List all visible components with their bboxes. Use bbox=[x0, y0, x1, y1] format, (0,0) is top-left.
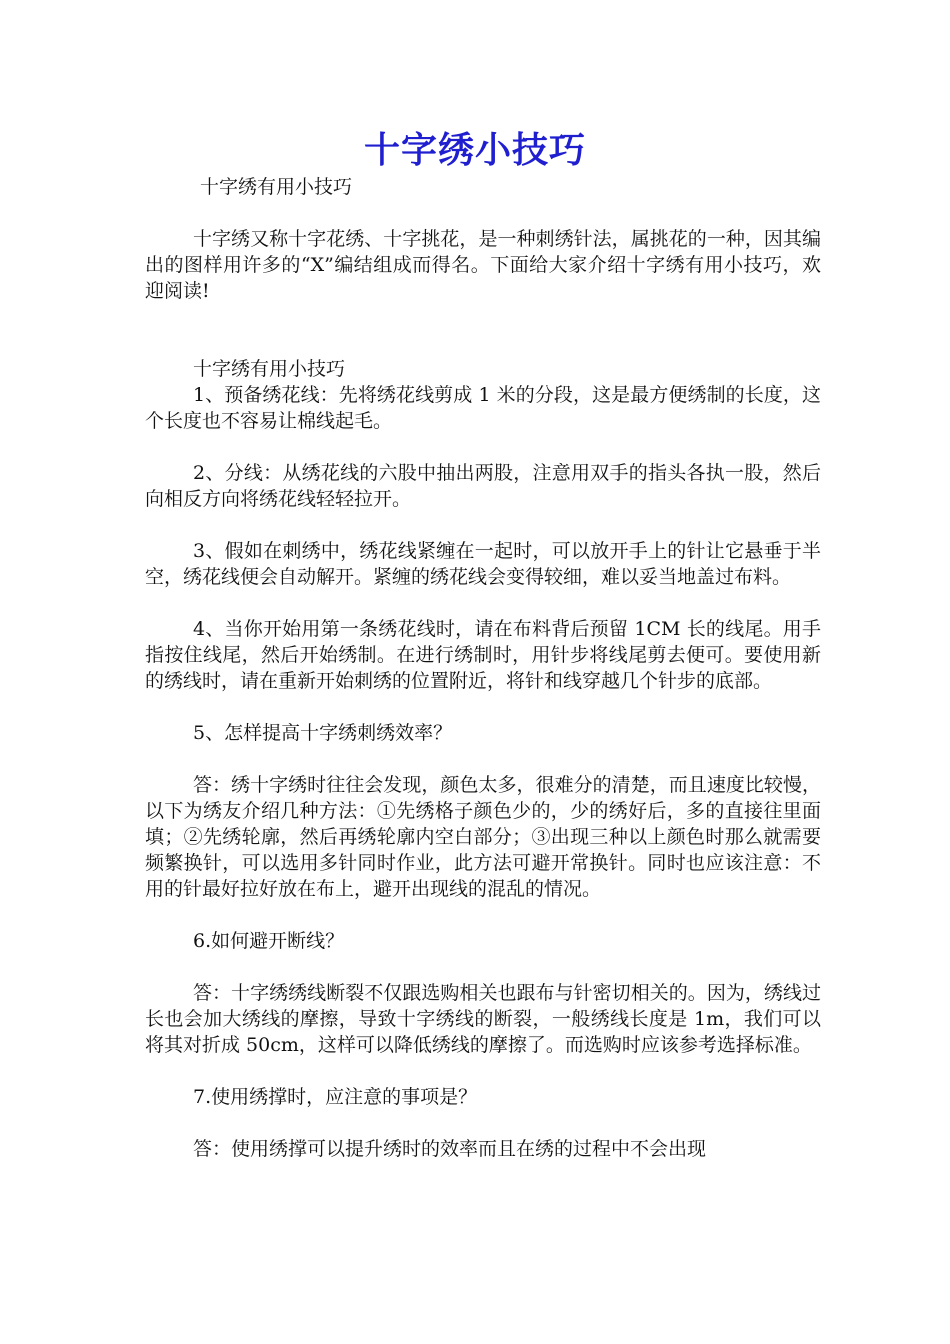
document-body bbox=[145, 226, 821, 1162]
paragraph-4: 4、当你开始用第一条绣花线时，请在布料背后预留 1CM 长的线尾。用手指按住线尾，然后开始绣制。在进行绣制时，用针步将线尾剪去便可。要使用新的绣线时，请在重新开始刺绣的位置附近，将针和线穿越几个针步的底部。 bbox=[145, 618, 821, 692]
paragraph-3: 3、假如在刺绣中，绣花线紧缠在一起时，可以放开手上的针让它悬垂于半空，绣花线便会自动解开。紧缠的绣花线会变得较细，难以妥当地盖过布料。 bbox=[145, 540, 821, 588]
document-title: 十字绣小技巧 bbox=[363, 129, 586, 171]
question-5: 5、怎样提高十字绣刺绣效率？ bbox=[193, 722, 453, 744]
question-7: 7.使用绣撑时，应注意的事项是？ bbox=[193, 1086, 478, 1108]
answer-5: 答：绣十字绣时往往会发现，颜色太多，很难分的清楚，而且速度比较慢，以下为绣友介绍几种方法：①先绣格子颜色少的，少的绣好后，多的直接往里面填；②先绣轮廓，然后再绣轮廓内空白部分；③出现三种以上颜色时那么就需要频繁换针，可以选用多针同时作业，此方法可避开常换针。同时也应该注意：不用的针最好拉好放在布上，避开出现线的混乱的情况。 bbox=[145, 774, 821, 900]
question-6: 6.如何避开断线？ bbox=[193, 930, 345, 952]
answer-7: 答：使用绣撑可以提升绣时的效率而且在绣的过程中不会出现 bbox=[193, 1138, 707, 1160]
answer-6: 答：十字绣绣线断裂不仅跟选购相关也跟布与针密切相关的。因为，绣线过长也会加大绣线的摩擦，导致十字绣线的断裂，一般绣线长度是 1m，我们可以将其对折成 50cm，这样可以降低绣线的摩擦了。而选购时应该参考选择标准。 bbox=[145, 982, 821, 1056]
document-subtitle: 十字绣有用小技巧 bbox=[200, 176, 353, 198]
intro-paragraph: 十字绣又称十字花绣、十字挑花，是一种刺绣针法，属挑花的一种，因其编出的图样用许多的“X”编结组成而得名。下面给大家介绍十字绣有用小技巧，欢迎阅读! bbox=[145, 228, 821, 302]
paragraph-1: 1、预备绣花线：先将绣花线剪成 1 米的分段，这是最方便绣制的长度，这个长度也不容易让棉线起毛。 bbox=[145, 384, 821, 432]
paragraph-2: 2、分线：从绣花线的六股中抽出两股，注意用双手的指头各执一股，然后向相反方向将绣花线轻轻拉开。 bbox=[145, 462, 821, 510]
section-heading: 十字绣有用小技巧 bbox=[193, 358, 346, 380]
